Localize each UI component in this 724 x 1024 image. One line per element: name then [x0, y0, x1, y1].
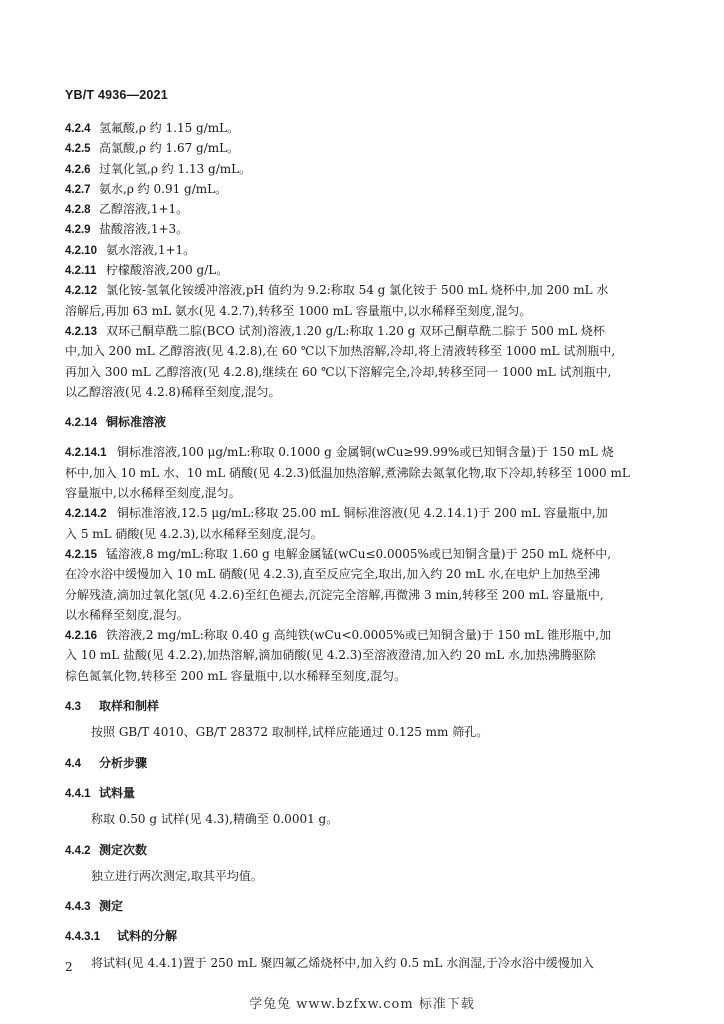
clause-4-2-16-line: 入 10 mL 盐酸(见 4.2.2),加热溶解,滴加硝酸(见 4.2.3)至溶液澄清,加入约 20 mL 水,加热沸腾驱除 — [65, 648, 596, 663]
clause-number: 4.3 — [65, 701, 81, 714]
clause-text: 过氧化氢,ρ 约 1.13 g/mL。 — [99, 161, 252, 176]
clause-4-2-4 — [65, 118, 650, 138]
clause-text: 柠檬酸溶液,200 g/L。 — [106, 263, 229, 278]
clause-number: 4.2.4 — [65, 123, 91, 135]
heading-4-4 — [65, 753, 650, 773]
clause-number: 4.2.8 — [65, 204, 91, 217]
clause-text: 铜标准溶液,12.5 μg/mL:移取 25.00 mL 铜标准溶液(见 4.2.14.1)于 200 mL 容量瓶中,加 — [117, 506, 608, 521]
clause-number: 4.4 — [65, 757, 81, 770]
paragraph-4-4-1: 称取 0.50 g 试样(见 4.3),精确至 0.0001 g。 — [91, 812, 339, 827]
clause-4-2-13-line: 再加入 300 mL 乙醇溶液(见 4.2.8),继续在 60 ℃以下溶解完全,冷却,转移至同一 1000 mL 试剂瓶中, — [65, 364, 612, 379]
heading-4-4-1 — [65, 783, 650, 803]
clause-4-2-14-2-line: 入 5 mL 硝酸(见 4.2.3),以水稀释至刻度,混匀。 — [65, 526, 323, 541]
section-title: 测定 — [99, 899, 124, 914]
clause-4-2-12-line — [65, 280, 650, 300]
spacer — [65, 886, 650, 896]
heading-4-3 — [65, 696, 650, 716]
clause-4-2-10 — [65, 240, 650, 260]
clause-text: 氨水,ρ 约 0.91 g/mL。 — [99, 181, 228, 196]
heading-4-4-2 — [65, 840, 650, 860]
standard-code: YB/T 4936—2021 — [65, 88, 168, 102]
clause-number: 4.2.15 — [65, 548, 97, 561]
paragraph-4-4-3-1: 将试料(见 4.4.1)置于 250 mL 聚四氟乙烯烧杯中,加入约 0.5 mL 水润湿,于冷水浴中缓慢加入 — [91, 955, 594, 970]
spacer — [65, 432, 650, 442]
heading-4-2-14 — [65, 412, 650, 432]
clause-text: 高氯酸,ρ 约 1.67 g/mL。 — [99, 141, 240, 156]
clause-text: 铜标准溶液,100 μg/mL:称取 0.1000 g 金属铜(wCu≥99.99%或已知铜含量)于 150 mL 烧 — [117, 445, 614, 460]
clause-4-2-11 — [65, 260, 650, 280]
spacer — [65, 916, 650, 926]
watermark-footer: 学兔兔 www.bzfxw.com 标准下载 — [249, 997, 475, 1012]
section-title: 试料量 — [99, 785, 136, 800]
clause-number: 4.4.1 — [65, 787, 91, 800]
clause-4-2-13-line: 以乙醇溶液(见 4.2.8)稀释至刻度,混匀。 — [65, 384, 281, 399]
clause-number: 4.4.3 — [65, 901, 91, 914]
spacer — [65, 830, 650, 840]
section-title: 铜标准溶液 — [106, 415, 167, 430]
clause-4-2-7 — [65, 179, 650, 199]
clause-number: 4.2.12 — [65, 285, 97, 298]
spacer — [65, 686, 650, 696]
clause-4-2-14-1-line: 容量瓶中,以水稀释至刻度,混匀。 — [65, 486, 241, 501]
page-body — [65, 118, 650, 973]
paragraph-4-3: 按照 GB/T 4010、GB/T 28372 取制样,试样应能通过 0.125 mm 筛孔。 — [91, 725, 489, 740]
clause-text: 氨水溶液,1+1。 — [106, 242, 196, 257]
clause-4-2-15-line: 以水稀释至刻度,混匀。 — [65, 607, 189, 622]
clause-number: 4.2.10 — [65, 244, 97, 257]
clause-number: 4.2.14 — [65, 417, 97, 430]
spacer — [65, 402, 650, 412]
spacer — [65, 743, 650, 753]
clause-4-2-14-1-line — [65, 442, 650, 462]
spacer — [65, 773, 650, 783]
clause-text: 双环己酮草酰二腙(BCO 试剂)溶液,1.20 g/L:称取 1.20 g 双环己酮草酰二腙于 500 mL 烧杯 — [106, 323, 605, 338]
clause-text: 氢氟酸,ρ 约 1.15 g/mL。 — [99, 121, 240, 135]
clause-number: 4.2.7 — [65, 183, 91, 196]
clause-4-2-9 — [65, 219, 650, 239]
clause-4-2-16-line: 棕色氮氧化物,转移至 200 mL 容量瓶中,以水稀释至刻度,混匀。 — [65, 668, 407, 683]
heading-4-4-3-1 — [65, 926, 650, 946]
clause-4-2-15-line: 在冷水浴中缓慢加入 10 mL 硝酸(见 4.2.3),直至反应完全,取出,加入约 20 mL 水,在电炉上加热至沸 — [65, 567, 601, 582]
clause-4-2-15-line — [65, 544, 650, 564]
clause-number: 4.2.9 — [65, 224, 91, 237]
clause-4-2-13-line — [65, 321, 650, 341]
clause-4-2-14-2-line — [65, 503, 650, 523]
clause-text: 乙醇溶液,1+1。 — [99, 202, 189, 217]
clause-4-2-5 — [65, 138, 650, 158]
clause-4-2-6 — [65, 159, 650, 179]
clause-text: 锰溶液,8 mg/mL:称取 1.60 g 电解金属锰(wCu≤0.0005%或已知铜含量)于 250 mL 烧杯中, — [106, 546, 612, 561]
clause-number: 4.4.3.1 — [65, 931, 101, 944]
clause-4-2-13-line: 中,加入 200 mL 乙醇溶液(见 4.2.8),在 60 ℃以下加热溶解,冷却,将上清液转移至 1000 mL 试剂瓶中, — [65, 344, 616, 359]
clause-4-2-16-line — [65, 625, 650, 645]
paragraph-4-4-2: 独立进行两次测定,取其平均值。 — [91, 868, 263, 883]
section-title: 取样和制样 — [99, 699, 160, 714]
clause-number: 4.2.16 — [65, 630, 97, 643]
section-title: 测定次数 — [99, 842, 148, 857]
clause-4-2-15-line: 分解残渣,滴加过氧化氢(见 4.2.6)至红色褪去,沉淀完全溶解,再微沸 3 min,转移至 200 mL 容量瓶中, — [65, 587, 604, 602]
section-title: 试料的分解 — [117, 929, 178, 944]
clause-number: 4.2.6 — [65, 163, 91, 176]
clause-number: 4.2.11 — [65, 265, 97, 278]
clause-text: 氯化铵-氢氧化铵缓冲溶液,pH 值约为 9.2:称取 54 g 氯化铵于 500 mL 烧杯中,加 200 mL 水 — [106, 283, 609, 298]
clause-text: 盐酸溶液,1+3。 — [99, 222, 189, 237]
clause-number: 4.2.13 — [65, 325, 97, 338]
heading-4-4-3 — [65, 896, 650, 916]
clause-text: 铁溶液,2 mg/mL:称取 0.40 g 高纯铁(wCu<0.0005%或已知铜含量)于 150 mL 锥形瓶中,加 — [106, 628, 612, 643]
section-title: 分析步骤 — [99, 755, 148, 770]
clause-number: 4.2.14.1 — [65, 447, 107, 460]
clause-4-2-14-1-line: 杯中,加入 10 mL 水、10 mL 硝酸(见 4.2.3)低温加热溶解,煮沸除去氮氧化物,取下冷却,转移至 1000 mL — [65, 465, 630, 480]
clause-4-2-8 — [65, 199, 650, 219]
clause-4-2-12-line: 溶解后,再加 63 mL 氨水(见 4.2.7),转移至 1000 mL 容量瓶中,以水稀释至刻度,混匀。 — [65, 303, 532, 318]
clause-number: 4.4.2 — [65, 844, 91, 857]
clause-number: 4.2.5 — [65, 143, 91, 156]
page-number: 2 — [65, 960, 73, 974]
clause-number: 4.2.14.2 — [65, 508, 107, 521]
